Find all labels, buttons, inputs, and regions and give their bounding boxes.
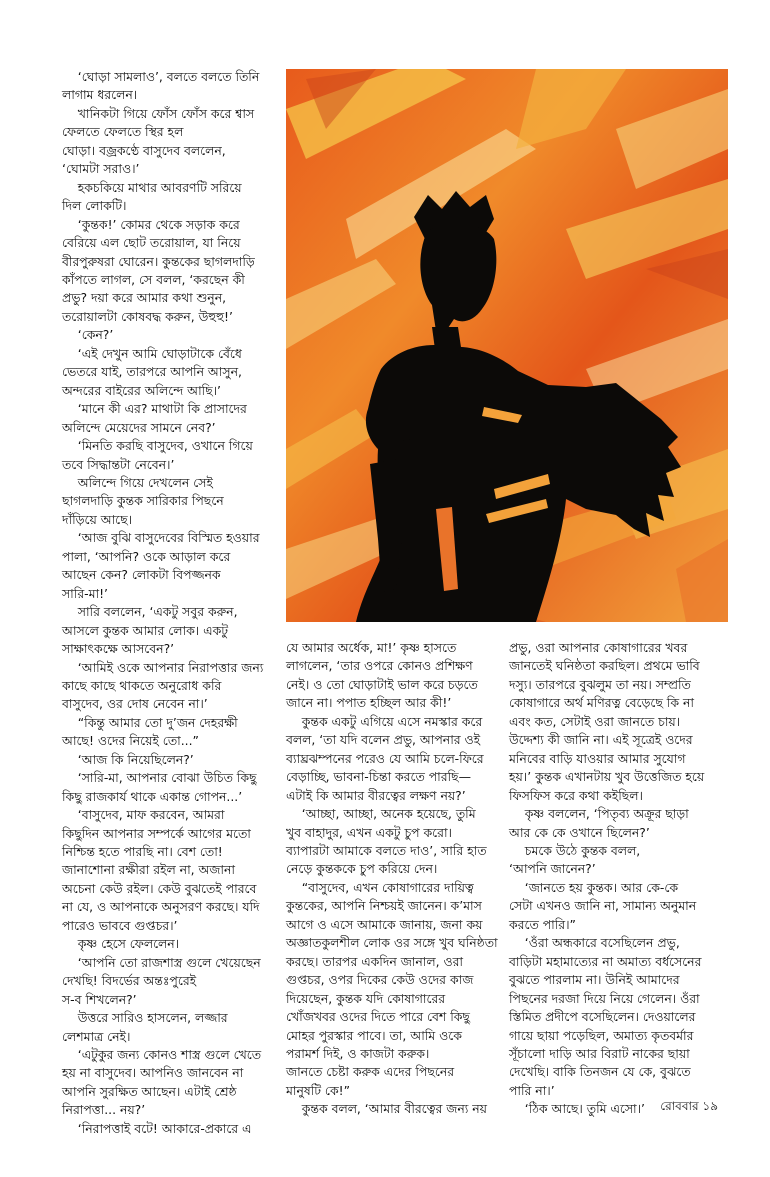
text-line: খুব বাহাদুর, এখন একটু চুপ করো। [286,824,452,840]
text-line: পরামর্শ দিই, ও কাজটা করুক। [286,1045,430,1061]
text-line: অন্দরের বাইরের অলিন্দে আছি।’ [62,382,221,398]
text-line: দিল লোকটি। [62,198,127,214]
text-line: কিছু রাজকার্য থাকে একান্ত গোপন...’ [62,788,243,804]
text-line: অলিন্দে গিয়ে দেখলেন সেই [62,474,213,490]
text-line: হয়।’ কুন্তক এখানটায় খুব উত্তেজিত হয়ে [509,769,705,785]
text-line: জানাশোনা রক্ষীরা রইল না, অজানা [62,862,235,878]
text-line: কোষাগারে অর্থ মণিরত্ন বেড়েছে কি না [509,695,694,711]
text-line: এবং কত, সেটাই ওরা জানতে চায়। [509,713,681,729]
text-line: নেড়ে কুন্তককে চুপ করিয়ে দেন। [286,861,438,877]
text-line: বলল, ‘তা যদি বলেন প্রভু, আপনার ওই [286,732,481,748]
text-line: লেশমাত্র নেই। [62,1028,131,1044]
text-line: বেড়াচ্ছি, ভাবনা-চিন্তা করতে পারছি— [286,769,471,785]
text-line: যে আমার অর্ধেক, মা!’ কৃষ্ণ হাসতে [286,640,457,655]
text-line: গায়ে ছায়া পড়েছিল, অমাত্য কৃতবর্মার [509,1027,694,1043]
text-line: কুন্তক বলল, ‘আমার বীরত্বের জন্য নয় [286,1101,487,1117]
text-line: এটাই কি আমার বীরত্বের লক্ষণ নয়?’ [286,787,466,803]
text-line: বেরিয়ে এল ছোট তরোয়াল, যা নিয়ে [62,235,241,251]
text-line: ঘোড়া। বজ্রকণ্ঠে বাসুদেব বললেন, [62,142,226,158]
text-line: অলিন্দে মেয়েদের সামনে নেব?’ [62,419,216,435]
text-column-right [509,639,721,1119]
text-column-middle [286,639,498,1119]
text-line: বাড়িটা মহামাত্যের না অমাত্য বর্ধসেনের [509,953,702,969]
text-line: উদ্দেশ্য কী জানি না। এই সূত্রেই ওদের [509,732,693,748]
text-line: কৃষ্ণ হেসে ফেললেন। [62,936,180,952]
text-line: করছে। তারপর একদিন জানাল, ওরা [286,953,464,969]
text-line: প্রভু, ওরা আপনার কোষাগারের খবর [509,640,688,655]
text-line: ‘মিনতি করছি বাসুদেব, ওখানে গিয়ে [62,438,253,454]
text-line: ‘এটুকুর জন্য কোনও শাস্ত্র গুলে খেতে [62,1047,262,1063]
text-line: ব্যাঘ্রঝম্পনের পরেও যে আমি চলে-ফিরে [286,750,484,766]
text-line: ‘আপনি জানেন?’ [509,861,596,877]
text-line: ‘বাসুদেব, মাফ করবেন, আমরা [62,807,225,823]
text-line: ‘মানে কী এর? মাথাটা কি প্রাসাদের [62,401,247,417]
text-line: আছেন কেন? লোকটা বিপজ্জনক [62,567,221,583]
text-line: সেটা এখনও জানি না, সামান্য অনুমান [509,898,697,914]
text-line: প্রভু? দয়া করে আমার কথা শুনুন, [62,290,227,306]
text-line: ‘আজ কি নিয়েছিলেন?’ [62,751,194,767]
text-line: ‘এই দেখুন আমি ঘোড়াটাকে বেঁধে [62,345,242,361]
text-line: লাগলেন, ‘তার ওপরে কোনও প্রশিক্ষণ [286,658,473,674]
text-line: ব্যাপারটা আমাকে বলতে দাও’, সারি হাত [286,842,487,858]
text-line: ‘জানতে হয় কুন্তক। আর কে-কে [509,879,679,895]
text-line: কৃষ্ণ বললেন, ‘পিতৃব্য অক্রূর ছাড়া [509,806,689,822]
text-line: লাগাম ধরলেন। [62,87,138,103]
text-line: নেই। ও তো ঘোড়াটাই ভাল করে চড়তে [286,676,478,692]
text-line: হকচকিয়ে মাথার আবরণটি সরিয়ে [62,179,242,195]
text-line: নিশ্চিন্ত হতে পারছি না। বেশ তো! [62,844,223,860]
text-line: জানতে চেষ্টা করুক এদের পিছনের [286,1064,455,1080]
text-line: ‘ঘোমটা সরাও।’ [62,161,140,177]
text-line: খোঁজখবর ওদের দিতে পারে বেশ কিছু [286,1009,470,1025]
text-line: বুঝতে পারলাম না। উনিই আমাদের [509,972,680,988]
text-line: সূঁচালো দাড়ি আর বিরাট নাকের ছায়া [509,1045,690,1061]
text-line: পারেও ভাববে গুপ্তচর।’ [62,917,178,933]
text-line: অচেনা কেউ রইল। কেউ বুঝতেই পারবে [62,880,257,896]
page-folio: রোববার ১৯ [660,1099,718,1113]
text-line: কুন্তকের, আপনি নিশ্চয়ই জানেন। ক’মাস [286,898,482,914]
text-line: কিছুদিন আপনার সম্পর্কে আগের মতো [62,825,251,841]
text-line: ফেলতে ফেলতে স্থির হল [62,124,184,140]
text-line: কুন্তক একটু এগিয়ে এসে নমস্কার করে [286,713,483,729]
text-line: তরোয়ালটা কোষবদ্ধ করুন, উহুহু!’ [62,308,233,324]
text-line: কাঁপতে লাগল, সে বলল, ‘করছেন কী [62,271,245,287]
text-line: ‘আজ বুঝি বাসুদেবের বিস্মিত হওয়ার [62,530,260,546]
text-line: খানিকটা গিয়ে ফোঁস ফোঁস করে শ্বাস [62,105,255,121]
text-line: করতে পারি।” [509,916,576,932]
text-line: আসলে কুন্তক আমার লোক। একটু [62,622,229,638]
text-line: স-ব শিখলেন?’ [62,991,137,1007]
text-line: সারি বললেন, ‘একটু সবুর করুন, [62,604,238,620]
text-line: ‘ওঁরা অন্ধকারে বসেছিলেন প্রভু, [509,935,680,951]
text-line: ছাগলদাড়ি কুন্তক সারিকার পিছনে [62,493,224,509]
text-line: ‘ঠিক আছে। তুমি এসো।’ [509,1101,645,1117]
text-line: ‘কেন?’ [62,327,114,343]
text-line: চমকে উঠে কুন্তক বলল, [509,842,641,858]
text-line: ফিসফিস করে কথা কইছিল। [509,787,643,803]
text-line: গুপ্তচর, ওপর দিকের কেউ ওদের কাজ [286,972,474,988]
text-line: জানে না। পপাত হচ্ছিল আর কী!’ [286,695,452,711]
text-line: দিয়েছেন, কুন্তক যদি কোষাগারের [286,990,446,1006]
text-line: মানুষটি কে!” [286,1082,351,1098]
text-line: ‘আচ্ছা, আচ্ছা, অনেক হয়েছে, তুমি [286,806,476,822]
text-line: পিছনের দরজা দিয়ে নিয়ে গেলেন। ওঁরা [509,990,700,1006]
text-line: কাছে কাছে থাকতে অনুরোধ করি [62,677,222,693]
text-line: ‘আপনি তো রাজশাস্ত্র গুলে খেয়েছেন [62,954,261,970]
text-line: আর কে কে ওখানে ছিলেন?’ [509,824,650,840]
text-line: পালা, ‘আপনি? ওকে আড়াল করে [62,548,231,564]
text-line: ভেতরে যাই, তারপরে আপনি আসুন, [62,364,242,380]
illustration-silhouette-figure [286,69,728,622]
text-line: ‘ঘোড়া সামলাও’, বলতে বলতে তিনি [62,69,260,84]
text-line: দেখছি! বিদর্ভের অন্তঃপুরেই [62,973,197,989]
text-line: উত্তরে সারিও হাসলেন, লজ্জার [62,1010,228,1026]
text-line: আপনি সুরক্ষিত আছেন। এটাই শ্রেষ্ঠ [62,1083,237,1099]
text-line: বাসুদেব, ওর দোষ নেবেন না।’ [62,696,208,712]
text-line: “কিন্তু আমার তো দু’জন দেহরক্ষী [62,714,238,730]
text-line: জানতেই ঘনিষ্ঠতা করছিল। প্রথমে ভাবি [509,658,700,674]
text-line: ‘সারি-মা, আপনার বোঝা উচিত কিছু [62,770,257,786]
text-line: দস্যু। তারপরে বুঝলুম তা নয়। সম্প্রতি [509,676,691,692]
text-line: সাক্ষাৎকক্ষে আসবেন?’ [62,641,175,657]
text-line: ‘নিরাপত্তাই বটে! আকারে-প্রকারে এ [62,1120,252,1136]
text-line: মনিবের বাড়ি যাওয়ার আমার সুযোগ [509,750,686,766]
text-line: ‘কুন্তক!’ কোমর থেকে সড়াক করে [62,216,240,232]
text-line: আছে! ওদের নিয়েই তো...” [62,733,199,749]
text-line: না যে, ও আপনাকে অনুসরণ করছে। যদি [62,899,260,915]
text-line: হয় না বাসুদেব। আপনিও জানবেন না [62,1065,244,1081]
text-line: পারি না।’ [509,1082,555,1098]
text-line: সারি-মা!’ [62,585,108,601]
text-line: অজ্ঞাতকুলশীল লোক ওর সঙ্গে খুব ঘনিষ্ঠতা [286,935,498,951]
text-line: “বাসুদেব, এখন কোষাগারের দায়িত্ব [286,879,474,895]
text-line: বীরপুরুষরা ঘোরেন। কুন্তকের ছাগলদাড়ি [62,253,255,269]
text-line: ‘আমিই ওকে আপনার নিরাপত্তার জন্য [62,659,264,675]
text-line: আগে ও এসে আমাকে জানায়, জনা কয় [286,916,483,932]
text-column-left [62,68,272,1138]
text-line: স্তিমিত প্রদীপে বসেছিলেন। দেওয়ালের [509,1009,696,1025]
text-line: দেখেছি। বাকি তিনজন যে কে, বুঝতে [509,1064,691,1080]
text-line: মোহর পুরস্কার পাবে। তা, আমি ওকে [286,1027,462,1043]
text-line: নিরাপত্তা... নয়?’ [62,1102,146,1118]
text-line: দাঁড়িয়ে আছে। [62,511,133,527]
text-line: তবে সিদ্ধান্তটা নেবেন।’ [62,456,175,472]
